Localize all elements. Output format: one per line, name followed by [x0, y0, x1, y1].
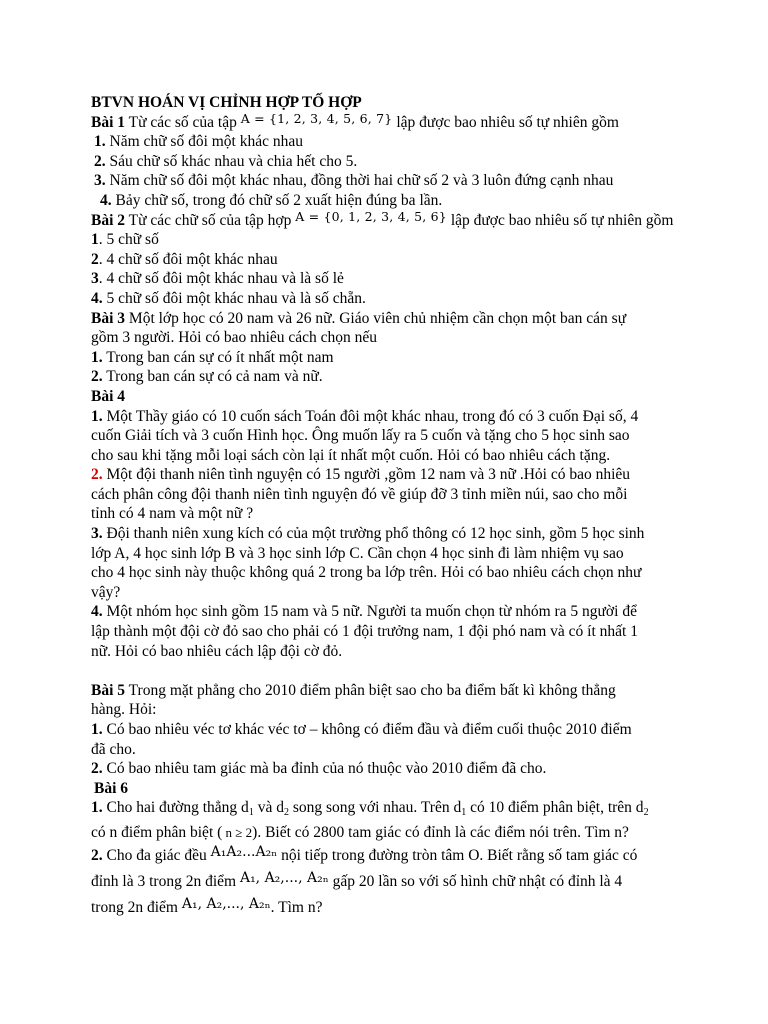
bai2-item-2: 2. 4 chữ số đôi một khác nhau [91, 250, 278, 268]
bai5-intro-cont: hàng. Hỏi: [91, 701, 157, 719]
bai2-item-3: 3. 4 chữ số đôi một khác nhau và là số lẻ [91, 270, 344, 288]
bai6-item-1-line2: có n điểm phân biệt ( n ≥ 2). Biết có 2800 tam giác có đỉnh là các điểm nói trên. Tìm n? [91, 823, 629, 841]
bai4-item-3-line4: vậy? [91, 583, 121, 601]
bai4-heading: Bài 4 [91, 387, 126, 405]
bai2-intro: Bài 2 Từ các chữ số của tập hợp $^{A = \{0, 1, 2, 3, 4, 5, 6\}}$ lập được bao nhiêu số tự nhiên gồm [91, 208, 674, 229]
condition-n-ge-2: n ≥ 2 [222, 824, 253, 840]
bai1-item-2: 2. Sáu chữ số khác nhau và chia hết cho 5. [94, 152, 358, 170]
bai5-item-1: 1. Có bao nhiêu véc tơ khác véc tơ – không có điểm đầu và điểm cuối thuộc 2010 điểm [91, 721, 632, 738]
bai3-intro-cont: gồm 3 người. Hỏi có bao nhiêu cách chọn nếu [91, 329, 378, 347]
bai1-item-4: 4. Bảy chữ số, trong đó chữ số 2 xuất hiện đúng ba lần. [100, 191, 443, 209]
bai4-item-2-line3: tỉnh có 4 nam và một nữ ? [91, 505, 254, 523]
polygon-A1A2-A2n: A₁A₂...A₂ₙ [210, 843, 278, 860]
blank-line [91, 661, 691, 681]
bai4-item-4: 4. Một nhóm học sinh gồm 15 nam và 5 nữ. Người ta muốn chọn từ nhóm ra 5 người để [91, 603, 637, 621]
bai1-item-1: 1. Năm chữ số đôi một khác nhau [94, 133, 304, 151]
bai4-item-4-line2: lập thành một đội cờ đỏ sao cho phải có 1 đội trưởng nam, 1 đội phó nam và có ít nhất 1 [91, 623, 638, 641]
bai4-item-4-line3: nữ. Hỏi có bao nhiêu cách lập đội cờ đỏ. [91, 642, 343, 660]
bai6-heading: Bài 6 [94, 779, 129, 797]
bai4-item-3-line2: lớp A, 4 học sinh lớp B và 3 học sinh lớp C. Cần chọn 4 học sinh đi làm nhiệm vụ sao [91, 544, 624, 562]
bai2-item-1: 1. 5 chữ số [91, 231, 159, 249]
bai3-item-1: 1. Trong ban cán sự có ít nhất một nam [91, 348, 334, 366]
bai5-intro: Bài 5 Trong mặt phẳng cho 2010 điểm phân biệt sao cho ba điểm bất kì không thẳng [91, 681, 616, 699]
bai5-heading: Bài 5 [91, 681, 126, 699]
bai6-item-2: 2. Cho đa giác đều A₁A₂...A₂ₙ nội tiếp trong đường tròn tâm O. Biết rằng số tam giác có [91, 843, 638, 864]
document-title: BTVN HOÁN VỊ CHỈNH HỢP TỐ HỢP [91, 94, 362, 111]
bai4-item-1-line2: cuốn Giải tích và 3 cuốn Hình học. Ông muốn lấy ra 5 cuốn và tặng cho 5 học sinh sao [91, 427, 630, 445]
bai5-item-2: 2. Có bao nhiêu tam giác mà ba đỉnh của nó thuộc vào 2010 điểm đã cho. [91, 760, 547, 778]
bai6-item-2-line3: trong 2n điểm A₁, A₂,..., A₂ₙ. Tìm n? [91, 895, 323, 916]
bai4-item-3: 3. Đội thanh niên xung kích có của một trường phổ thông có 12 học sinh, gồm 5 học sinh [91, 525, 645, 543]
set-A-bai1: A = {1, 2, 3, 4, 5, 6, 7} [240, 110, 393, 126]
bai5-item-1-line2: đã cho. [91, 740, 136, 758]
bai2-heading: Bài 2 [91, 211, 126, 229]
bai6-item-1: 1. Cho hai đường thẳng $d_1$ và $d_2$ song song với nhau. Trên $d_1$ có 10 điểm phân biệt, trên $d_2$ [91, 799, 649, 819]
bai4-item-2: 2. Một đội thanh niên tình nguyện có 15 người ,gồm 12 nam và 3 nữ .Hỏi có bao nhiêu [91, 466, 631, 484]
bai6-item-2-line2: đỉnh là 3 trong 2n điểm A₁, A₂,..., A₂ₙ gấp 20 lần so với số hình chữ nhật có đỉnh là 4 [91, 869, 623, 890]
points-A1-A2n-2: A₁, A₂,..., A₂ₙ [181, 895, 271, 912]
bai4-item-1-line3: cho sau khi tặng mỗi loại sách còn lại ít nhất một cuốn. Hỏi có bao nhiêu cách tặng. [91, 446, 611, 464]
bai1-item-3: 3. Năm chữ số đôi một khác nhau, đồng thời hai chữ số 2 và 3 luôn đứng cạnh nhau [94, 172, 614, 190]
bai4-item-1: 1. Một Thầy giáo có 10 cuốn sách Toán đôi một khác nhau, trong đó có 3 cuốn Đại số, 4 [91, 407, 639, 425]
document-content [91, 93, 691, 921]
bai4-item-3-line3: cho 4 học sinh này thuộc không quá 2 trong ba lớp trên. Hỏi có bao nhiêu cách chọn như [91, 564, 642, 582]
bai2-item-4: 4. 5 chữ số đôi một khác nhau và là số chẵn. [91, 289, 366, 307]
bai3-intro: Bài 3 Một lớp học có 20 nam và 26 nữ. Giáo viên chủ nhiệm cần chọn một ban cán sự [91, 309, 627, 327]
bai1-intro: Bài 1 Từ các số của tập $^{A = \{1, 2, 3, 4, 5, 6, 7\}}$ lập được bao nhiêu số tự nhiên gồm [91, 110, 619, 131]
bai1-heading: Bài 1 [91, 113, 126, 131]
bai4-item-2-line2: cách phân công đội thanh niên tình nguyện đó về giúp đỡ 3 tỉnh miền núi, sao cho mỗi [91, 485, 628, 503]
set-A-bai2: A = {0, 1, 2, 3, 4, 5, 6} [295, 208, 447, 224]
bai3-heading: Bài 3 [91, 309, 126, 327]
points-A1-A2n: A₁, A₂,..., A₂ₙ [239, 869, 329, 886]
bai3-item-2: 2. Trong ban cán sự có cả nam và nữ. [91, 368, 323, 386]
